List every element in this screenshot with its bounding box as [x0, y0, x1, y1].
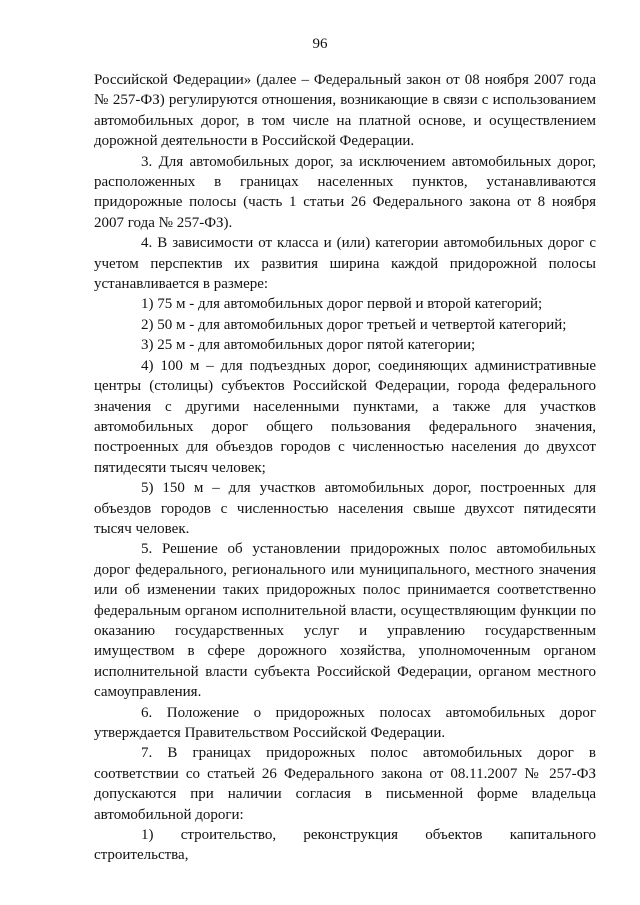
- paragraph: 3. Для автомобильных дорог, за исключением автомобильных дорог, расположенных в границах населенных пунктов, устанавливаются придорожные полосы (часть 1 статьи 26 Федерального закона от 8 ноября 2007 года № 257-ФЗ).: [94, 153, 596, 231]
- paragraph: 2) 50 м - для автомобильных дорог третьей и четвертой категорий;: [141, 316, 567, 333]
- paragraph: 1) строительство, реконструкция объектов капитального строительства,: [94, 827, 596, 864]
- paragraph: 6. Положение о придорожных полосах автомобильных дорог утверждается Правительством Российской Федерации.: [94, 704, 596, 741]
- body-text: [94, 70, 596, 866]
- page-number: 96: [312, 36, 328, 52]
- paragraph: 3) 25 м - для автомобильных дорог пятой категории;: [141, 337, 476, 354]
- paragraph: Российской Федерации» (далее – Федеральный закон от 08 ноября 2007 года № 257-ФЗ) регулируются отношения, возникающие в связи с использованием автомобильных дорог, в том числе на платной основе, и осуществлением дорожной деятельности в Российской Федерации.: [94, 72, 596, 150]
- paragraph: 5. Решение об установлении придорожных полос автомобильных дорог федерального, регионального или муниципального, местного значения или об изменении таких придорожных полос принимается соответственно федеральным органом исполнительной власти, осуществляющим функции по оказанию государственных услуг и управлению государственным имуществом в сфере дорожного хозяйства, уполномоченным органом исполнительной власти субъекта Российской Федерации, органом местного самоуправления.: [94, 541, 596, 701]
- paragraph: 1) 75 м - для автомобильных дорог первой и второй категорий;: [141, 296, 543, 313]
- paragraph: 7. В границах придорожных полос автомобильных дорог в соответствии со статьей 26 Федерального закона от 08.11.2007 № 257-ФЗ допускаются при наличии согласия в письменной форме владельца автомобильной дороги:: [94, 745, 596, 823]
- paragraph: 4. В зависимости от класса и (или) категории автомобильных дорог с учетом перспектив их развития ширина каждой придорожной полосы устанавливается в размере:: [94, 235, 596, 293]
- paragraph: 4) 100 м – для подъездных дорог, соединяющих административные центры (столицы) субъектов Российской Федерации, города федерального значения с другими населенными пунктами, а также для участков автомобильных дорог общего пользования федерального значения, построенных для объездов городов с численностью населения до двухсот пятидесяти тысяч человек;: [94, 357, 596, 476]
- paragraph: 5) 150 м – для участков автомобильных дорог, построенных для объездов городов с численностью населения свыше двухсот пятидесяти тысяч человек.: [94, 480, 596, 537]
